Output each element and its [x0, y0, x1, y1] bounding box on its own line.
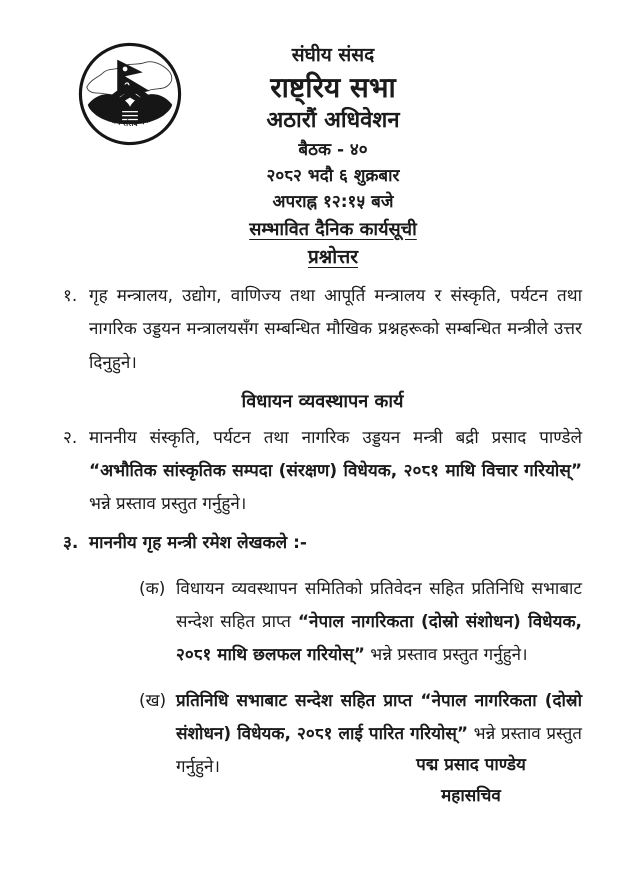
item-3-ka-suffix: भन्ने प्रस्ताव प्रस्तुत गर्नुहुने।	[364, 644, 528, 665]
session-title: अठारौं अधिवेशन	[266, 107, 400, 133]
agenda-title-row	[47, 216, 619, 243]
item-3-number: ३.	[63, 532, 79, 553]
item-2-number: २.	[63, 428, 78, 449]
item-3-ka-label: (क)	[139, 578, 166, 599]
secretary-general-name: पद्म प्रसाद पाण्डेय	[416, 755, 526, 775]
item-2-suffix: भन्ने प्रस्ताव प्रस्तुत गर्नुहुने।	[89, 494, 247, 515]
question-answer-heading: प्रश्नोत्तर	[307, 245, 359, 268]
item-3-ka-bill-title: “नेपाल नागरिकता (दोस्रो संशोधन) विधेयक, २०८१ माथि छलफल गरियोस्”	[176, 611, 582, 665]
item-1-text: गृह मन्त्रालय, उद्योग, वाणिज्य तथा आपूर्ति मन्त्रालय र संस्कृति, पर्यटन तथा नागरिक उड्डयन मन्त्रालयसँग सम्बन्धित मौखिक प्रश्नहरूको सम्बन्धित मन्त्रीले उत्तर दिनुहुने।	[89, 286, 582, 373]
item-3-heading: माननीय गृह मन्त्री रमेश लेखकले :-	[89, 532, 307, 553]
agenda-item-3-ka	[139, 573, 582, 672]
meeting-number: बैठक - ४०	[298, 139, 368, 160]
parliament-title: संघीय संसद	[291, 44, 375, 66]
item-1-number: १.	[63, 286, 78, 307]
secretary-general-title: महासचिव	[441, 786, 501, 807]
emblem-caption: संघीय संसद नेपाल	[103, 112, 157, 128]
assembly-title: राष्ट्रिय सभा	[270, 70, 396, 104]
item-3-kha-bill-title: प्रतिनिधि सभाबाट सन्देश सहित प्राप्त “नेपाल नागरिकता (दोस्रो संशोधन) विधेयक, २०८१ लाई पारित गरियोस्”	[176, 691, 582, 745]
agenda-body	[63, 280, 582, 784]
legislation-section-heading: विधायन व्यवस्थापन कार्य	[241, 390, 404, 412]
item-3-ka-prefix: विधायन व्यवस्थापन समितिको प्रतिवेदन सहित प्रतिनिधि सभाबाट सन्देश सहित प्राप्त	[176, 578, 582, 632]
item-2-bill-title: “अभौतिक सांस्कृतिक सम्पदा (संरक्षण) विधेयक, २०८१ माथि विचार गरियोस्”	[89, 461, 582, 482]
qa-heading-row	[47, 243, 619, 272]
signature-block	[366, 750, 576, 813]
parliament-emblem-icon	[76, 40, 184, 148]
agenda-title: सम्भावित दैनिक कार्यसूची	[249, 218, 417, 240]
meeting-date: २०८२ भदौ ६ शुक्रबार	[266, 166, 400, 187]
item-3-kha-label: (ख)	[139, 691, 167, 712]
meeting-time: अपराह्न १२:१५ बजे	[272, 192, 394, 213]
agenda-item-3	[63, 527, 582, 785]
agenda-item-1	[63, 280, 582, 379]
item-3-kha-suffix: भन्ने प्रस्ताव प्रस्तुत गर्नुहुने।	[176, 724, 582, 778]
agenda-item-2	[63, 422, 582, 521]
item-2-prefix: माननीय संस्कृति, पर्यटन तथा नागरिक उड्डयन मन्त्री बद्री प्रसाद पाण्डेले	[89, 428, 582, 449]
parliament-emblem	[76, 40, 184, 148]
